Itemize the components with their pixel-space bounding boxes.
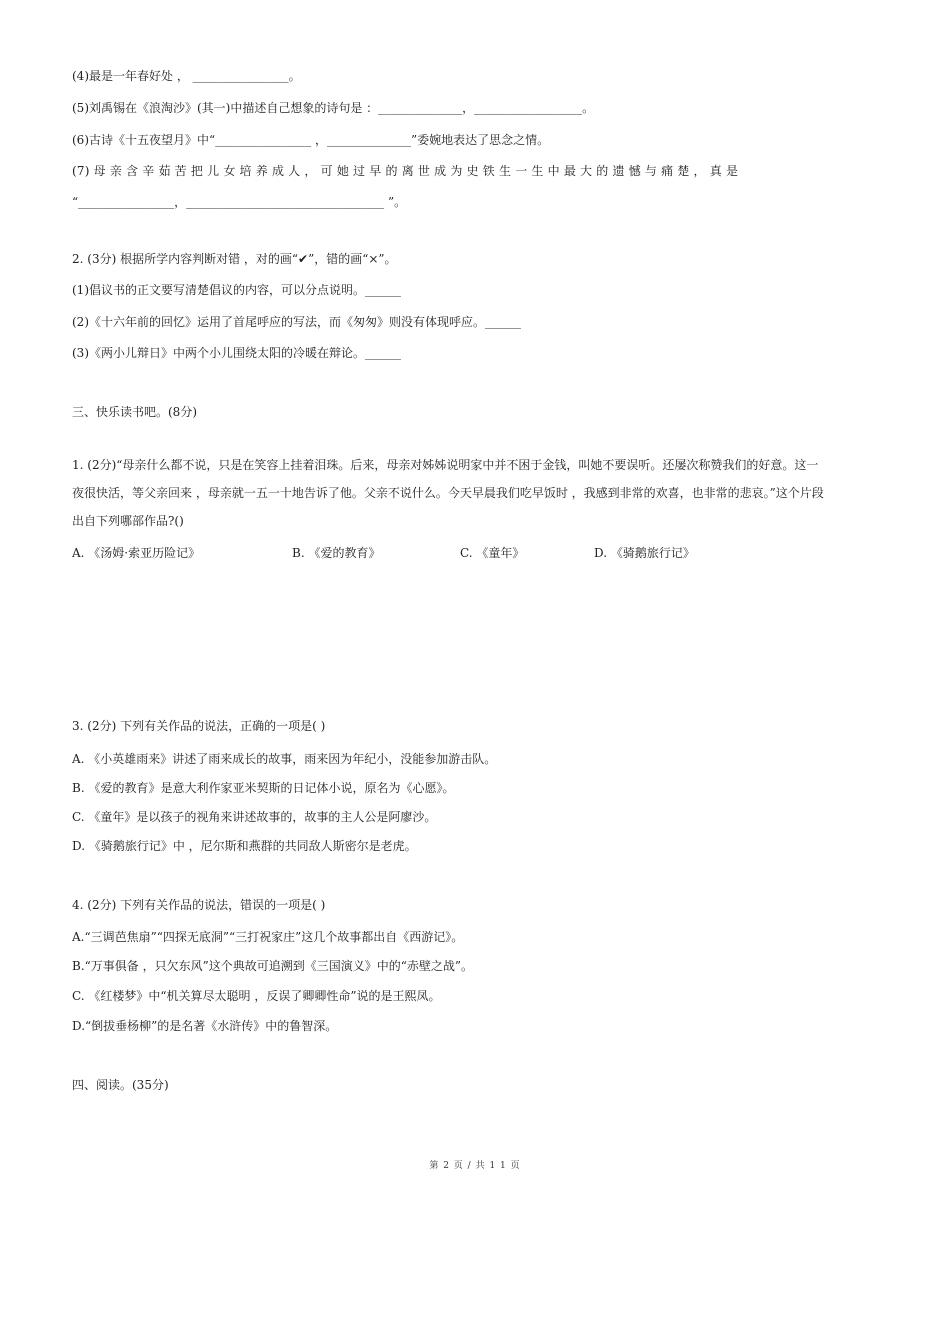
section-3-question-3-heading: 3. (2分) 下列有关作品的说法，正确的一项是( ) — [72, 719, 326, 733]
section-3-question-1-option-c: C. 《童年》 — [460, 546, 525, 560]
section-3-question-4-option-b: B.“万事俱备 ，只欠东风”这个典故可追溯到《三国演义》中的“赤壁之战”。 — [72, 959, 473, 973]
section-3-question-1-option-d: D. 《骑鹅旅行记》 — [594, 546, 695, 560]
section-3-question-3-option-a: A. 《小英雄雨来》讲述了雨来成长的故事，雨来因为年纪小，没能参加游击队。 — [72, 752, 497, 766]
section-4-heading: 四、阅读。(35分) — [72, 1078, 169, 1092]
section-3-question-1-line1: 1. (2分)“母亲什么都不说，只是在笑容上挂着泪珠。后来，母亲对姊姊说明家中并不困于金钱，叫她不要误听。还屡次称赞我们的好意。这一 — [72, 458, 819, 472]
section-3-question-4-option-a: A.“三调芭焦扇”“四探无底洞”“三打祝家庄”这几个故事都出自《西游记》。 — [72, 930, 464, 944]
section-3-question-4-option-d: D.“倒拔垂杨柳”的是名著《水浒传》中的鲁智深。 — [72, 1019, 338, 1033]
section-3-question-3-option-c: C. 《童年》是以孩子的视角来讲述故事的，故事的主人公是阿廖沙。 — [72, 810, 437, 824]
question-1-4: (4)最是一年春好处 ， ________________。 — [72, 69, 301, 83]
section-3-question-3-option-b: B. 《爱的教育》是意大利作家亚米契斯的日记体小说，原名为《心愿》。 — [72, 781, 455, 795]
section-3-question-4-heading: 4. (2分) 下列有关作品的说法，错误的一项是( ) — [72, 898, 326, 912]
question-2-3: (3)《两小儿辩日》中两个小儿围绕太阳的冷暖在辩论。______ — [72, 346, 402, 360]
section-3-heading: 三、快乐读书吧。(8分) — [72, 405, 197, 419]
question-2-heading: 2. (3分) 根据所学内容判断对错 ，对的画“✔”，错的画“×”。 — [72, 252, 397, 266]
section-3-question-1-option-b: B. 《爱的教育》 — [292, 546, 381, 560]
question-1-7-line2: “________________，_________________________________ ”。 — [72, 195, 407, 209]
question-2-2: (2)《十六年前的回忆》运用了首尾呼应的写法，而《匆匆》则没有体现呼应。______ — [72, 315, 522, 329]
question-1-7-line1: (7) 母 亲 含 辛 茹 苦 把 儿 女 培 养 成 人 ， 可 她 过 早 的 离 世 成 为 史 铁 生 一 生 中 最 大 的 遗 憾 与 痛 楚 ， 真 是 — [72, 164, 739, 178]
section-3-question-1-option-a: A. 《汤姆·索亚历险记》 — [72, 546, 201, 560]
question-2-1: (1)倡议书的正文要写清楚倡议的内容，可以分点说明。______ — [72, 283, 402, 297]
section-3-question-4-option-c: C. 《红楼梦》中“机关算尽太聪明 ，反误了卿卿性命”说的是王熙凤。 — [72, 989, 441, 1003]
page-footer: 第 2 页 / 共 1 1 页 — [429, 1161, 521, 1171]
section-3-question-1-line2: 夜很快活，等父亲回来 ，母亲就一五一十地告诉了他。父亲不说什么。今天早晨我们吃早饭时 ，我感到非常的欢喜，也非常的悲哀。”这个片段 — [72, 486, 824, 500]
section-3-question-3-option-d: D. 《骑鹅旅行记》中 ，尼尔斯和燕群的共同敌人斯密尔是老虎。 — [72, 839, 417, 853]
section-3-question-1-line3: 出自下列哪部作品?() — [72, 514, 184, 528]
question-1-5: (5)刘禹锡在《浪淘沙》(其一)中描述自己想象的诗句是 ：______________，__________________。 — [72, 101, 595, 115]
question-1-6: (6)古诗《十五夜望月》中“________________ ，______________”委婉地表达了思念之情。 — [72, 133, 550, 147]
